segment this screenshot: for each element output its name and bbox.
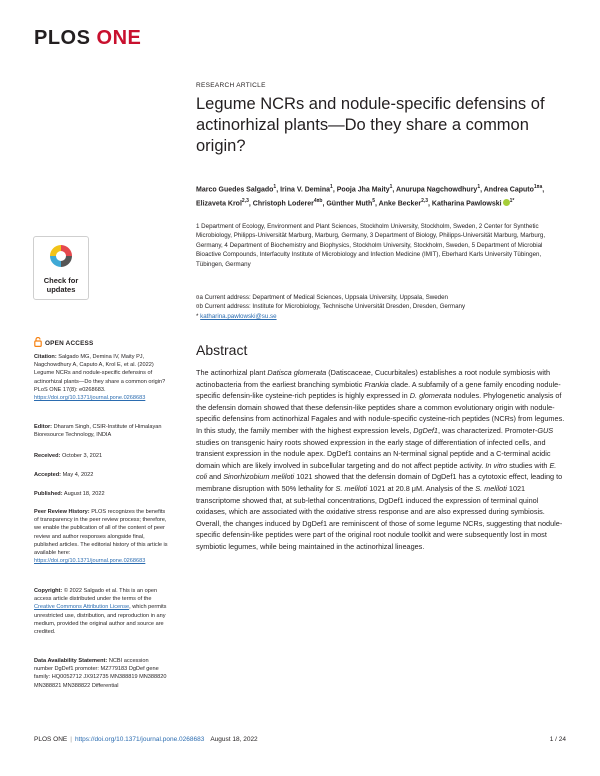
copyright-block: Copyright: © 2022 Salgado et al. This is an open access article distributed under the terms of the Creative Commons Attribution License, which permits unrestricted use, distribution, and reproduction in any medium, provided the original author and source are credited. — [34, 588, 167, 636]
author-affiliation-marker: 1 — [389, 184, 393, 190]
crossmark-icon — [47, 243, 75, 269]
footer-journal: PLOS ONE — [34, 736, 68, 743]
orcid-icon[interactable] — [503, 199, 510, 206]
author-affiliation-marker: 1 — [330, 184, 333, 190]
article-type-label: RESEARCH ARTICLE — [196, 82, 266, 89]
author-affiliation-marker: 1¤a — [533, 184, 543, 190]
footer-doi-link[interactable]: https://doi.org/10.1371/journal.pone.0268683 — [74, 736, 205, 743]
author-name: Anke Becker — [378, 200, 422, 208]
current-address-a: ¤a Current address: Department of Medical Sciences, Uppsala University, Uppsala, Sweden — [196, 294, 448, 301]
author-affiliation-marker: 2,3 — [421, 197, 429, 204]
current-address-b: ¤b Current address: Institute for Microbiology, Technische Universität Dresden, Dresden, Germany — [196, 303, 466, 311]
email-link[interactable]: katharina.pawlowski@su.se — [200, 312, 277, 320]
license-link[interactable]: Creative Commons Attribution License — [34, 604, 130, 611]
author-name: Christoph Loderer — [252, 200, 314, 208]
footer-date: August 18, 2022 — [210, 736, 258, 743]
published-date: Published: August 18, 2022 — [34, 491, 105, 497]
peer-review-link[interactable]: https://doi.org/10.1371/journal.pone.0268683 — [34, 558, 146, 565]
author-affiliation-marker: 5 — [372, 197, 376, 204]
article-title: Legume NCRs and nodule-specific defensins of actinorhizal plants—Do they share a common origin? — [196, 95, 545, 155]
open-lock-icon — [34, 337, 42, 347]
editor-block: Editor: Dharam Singh, CSIR-Institute of Himalayan Bioresource Technology, INDIA — [34, 424, 162, 439]
author-name: Elizaveta Krol — [196, 200, 242, 208]
author-name: Günther Muth — [326, 200, 373, 208]
affiliations: 1 Department of Ecology, Environment and Plant Sciences, Stockholm University, Stockholm, Sweden, 2 Center for Synthetic Microbiology, Philipps-Universität Marburg, Marburg, Germany, 3 Department of Biology, Philipps-Universität Marburg, Marburg, Germany, 4 Department of Biochemistry and Biophysics, Stockholm University, Stockholm, Sweden, 5 Department of Microbial Bioactive Compounds, Interfaculty Institute of Microbiology and Infection Medicine (IMIT), Eberhard Karls University Tübingen, Tübingen, Germany — [196, 223, 546, 268]
check-updates-line2: updates — [46, 285, 76, 294]
open-access-label: OPEN ACCESS — [34, 337, 93, 347]
author-affiliation-marker: 1* — [509, 197, 515, 204]
page-number: 1 / 24 — [549, 736, 566, 743]
accepted-date: Accepted: May 4, 2022 — [34, 472, 94, 478]
citation-doi-link[interactable]: https://doi.org/10.1371/journal.pone.0268683 — [34, 395, 146, 402]
author-name: Andrea Caputo — [483, 186, 534, 194]
author-affiliation-marker: 4¤b — [313, 197, 323, 204]
journal-logo: PLOS ONE — [34, 27, 142, 49]
author-name: Marco Guedes Salgado — [196, 186, 274, 194]
data-availability-block: Data Availability Statement: NCBI accession number DgDef1 promoter: MZ779183 DgDef gene family: HQ0052712 JX912735 MN388819 MN388820 MN388821 MN388822 Differential — [34, 658, 167, 689]
current-addresses — [196, 293, 566, 321]
author-affiliation-marker: 2,3 — [241, 197, 249, 204]
author-list: Marco Guedes Salgado$^1$, Irina V. Demina$^1$, Pooja Jha Maity$^1$, Anurupa Nagchowdhury$^1$, Andrea Caputo$^{1¤a}$, Elizaveta Krol$^{2,3}$, Christoph Loderer$^{4¤b}$, Günther Muth$^5$, Anke Becker$^{2,3}$, Katharina Pawlowski $^{1*}$ — [196, 184, 545, 208]
abstract-heading: Abstract — [196, 342, 248, 358]
received-date: Received: October 3, 2021 — [34, 453, 103, 459]
author-affiliation-marker: 1 — [273, 184, 277, 190]
author-name: Katharina Pawlowski — [431, 200, 502, 208]
author-name: Anurupa Nagchowdhury — [396, 186, 478, 194]
check-for-updates-badge[interactable] — [33, 236, 89, 300]
check-updates-line1: Check for — [43, 276, 79, 285]
abstract-body: The actinorhizal plant Datisca glomerata (Datiscaceae, Cucurbitales) establishes a root nodule symbiosis with actinobacteria from the earliest branching symbiotic Frankia clade. A subfamily of a gene family encoding nodule-specific defensin-like cysteine-rich peptides is highly expressed in D. glomerata nodules. Phylogenetic analysis of the defensin domain showed that these defensin-like peptides share a common evolutionary origin with nodule-specific defensins from actinorhizal Fagales and with nodule-specific cysteine-rich peptides (NCRs) from legumes. In this study, the family member with the highest expression levels, DgDef1, was characterized. Promoter-GUS studies on transgenic hairy roots showed expression in the early stage of differentiation of infected cells, and transient expression in the nodule apex. DgDef1 contains an N-terminal signal peptide and a C-terminal acidic domain which are likely involved in subcellular targeting and do not affect peptide activity. In vitro studies with E. coli and Sinorhizobium meliloti 1021 showed that the defensin domain of DgDef1 has a cytotoxic effect, leading to membrane disruption with 50% lethality for S. meliloti 1021 at 20.8 μM. Analysis of the S. meliloti 1021 transcriptome showed that, at sub-lethal concentrations, DgDef1 induced the expression of terminal quinol oxidases, which are associated with the oxidative stress response and are also expressed during symbiosis. Overall, the changes induced by DgDef1 are reminiscent of those of some legume NCRs, suggesting that nodule-specific defensin-like peptides were part of the original root nodule toolkit and were subsequently lost in most symbiotic legumes, while being maintained in the actinorhizal lineages. — [196, 368, 565, 551]
author-name: Irina V. Demina — [280, 186, 331, 194]
author-affiliation-marker: 1 — [477, 184, 481, 190]
page-footer: PLOS ONE | https://doi.org/10.1371/journal.pone.0268683 August 18, 2022 1 / 24 — [34, 736, 566, 743]
author-name: Pooja Jha Maity — [336, 186, 390, 194]
citation-block: Citation: Salgado MG, Demina IV, Maity PJ, Nagchowdhury A, Caputo A, Krol E, et al. (2022) Legume NCRs and nodule-specific defensins of actinorhizal plants—Do they share a common origin? PLoS ONE 17(8): e0268683. https://doi.org/10.1371/journal.pone.0268683 — [34, 354, 166, 402]
peer-review-block: Peer Review History: PLOS recognizes the benefits of transparency in the peer review process; therefore, we enable the publication of all of the content of peer review and author responses alongside final, published articles. The editorial history of this article is available here: https://doi.org/10.1371/journal.pone.0268683 — [34, 509, 168, 565]
corresponding-email: * katharina.pawlowski@su.se — [196, 312, 277, 320]
